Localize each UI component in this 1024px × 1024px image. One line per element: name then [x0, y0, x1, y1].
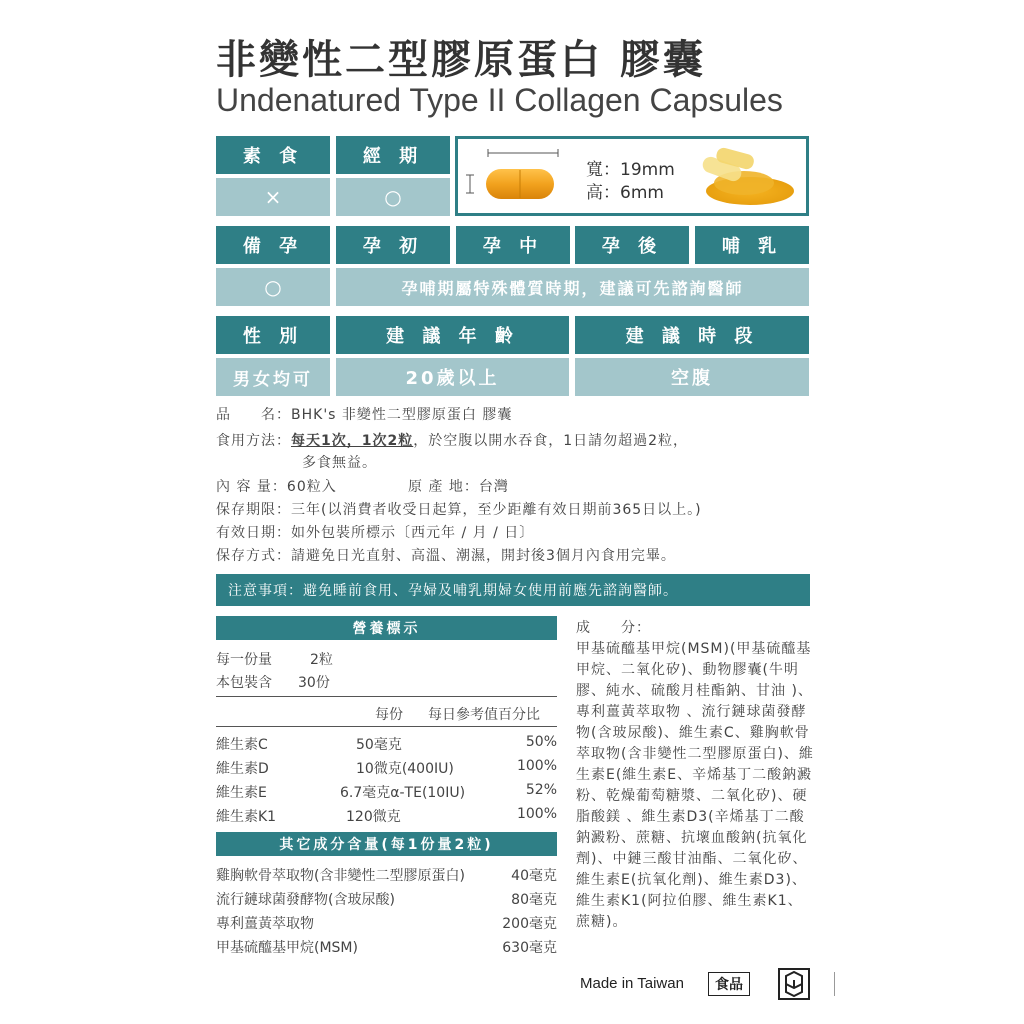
- nutrition-divider-mid: [216, 726, 557, 727]
- storage-label: 保存方式：: [216, 548, 291, 564]
- col-per-serving: 每份: [375, 707, 403, 723]
- other-ingredient-amount: 80毫克: [511, 892, 557, 908]
- menstruation-value: ○: [336, 178, 450, 216]
- ingredients-block: [576, 618, 814, 933]
- origin-label: 原 產 地：: [408, 479, 479, 495]
- nutrient-dv: 52%: [525, 782, 557, 798]
- other-ingredient-name: 雞胸軟骨萃取物(含非變性二型膠原蛋白): [216, 868, 465, 884]
- menstruation-header: 經 期: [336, 136, 450, 174]
- shelf-life-label: 保存期限：: [216, 502, 291, 518]
- page-title-english: Undenatured Type II Collagen Capsules: [216, 82, 783, 118]
- origin-value: 台灣: [478, 479, 509, 495]
- other-ingredient-amount: 200毫克: [502, 916, 557, 932]
- origin-row: [408, 476, 509, 496]
- usage-method-line2: 多食無益。: [302, 455, 377, 471]
- capsule-height: 高：6mm: [586, 183, 664, 203]
- expiry-row: [216, 522, 534, 542]
- pregnancy-prep-value: ○: [216, 268, 330, 306]
- nutrient-name: 維生素E: [216, 785, 267, 801]
- content-label: 內 容 量：: [216, 479, 287, 495]
- usage-method-label: 食用方法：: [216, 433, 291, 449]
- vegetarian-header: 素 食: [216, 136, 330, 174]
- vegetarian-value: ×: [216, 178, 330, 216]
- nutrient-amount: 50毫克: [356, 737, 402, 753]
- product-name-value: BHK's 非變性二型膠原蛋白 膠囊: [291, 407, 513, 423]
- suggested-age-value: 20歲以上: [336, 358, 569, 396]
- nutrient-amount: 120微克: [346, 809, 401, 825]
- nutrition-divider-top: [216, 696, 557, 697]
- usage-method-rest: ，於空腹以開水吞食，1日請勿超過2粒，: [413, 433, 689, 449]
- product-name-label: 品 名：: [216, 407, 291, 423]
- serving-size-label: 每一份量: [216, 652, 272, 668]
- product-name-row: [216, 404, 512, 424]
- early-pregnancy-header: 孕 初: [336, 226, 450, 264]
- content-row: [216, 476, 337, 496]
- gender-header: 性 別: [216, 316, 330, 354]
- page-title-chinese: 非變性二型膠原蛋白 膠囊: [216, 37, 706, 83]
- capsule-width: 寬：19mm: [586, 160, 675, 180]
- mid-pregnancy-header: 孕 中: [456, 226, 570, 264]
- suggested-time-header: 建 議 時 段: [575, 316, 809, 354]
- food-badge: 食品: [708, 972, 750, 996]
- shelf-life-value: 三年(以消費者收受日起算，至少距離有效日期前365日以上。): [291, 502, 702, 518]
- ingredients-label: 成 分：: [576, 620, 651, 636]
- breastfeeding-header: 哺 乳: [695, 226, 809, 264]
- nutrient-name: 維生素D: [216, 761, 269, 777]
- suggested-age-header: 建 議 年 齡: [336, 316, 569, 354]
- usage-method-bold: 每天1次，1次2粒: [291, 433, 414, 449]
- nutrient-amount: 6.7毫克α-TE(10IU): [340, 785, 466, 801]
- storage-row: [216, 545, 676, 565]
- footer-divider: [834, 972, 835, 996]
- other-ingredient-name: 流行鏈球菌發酵物(含玻尿酸): [216, 892, 395, 908]
- notice-bar: 注意事項：避免睡前食用、孕婦及哺乳期婦女使用前應先諮詢醫師。: [216, 574, 810, 606]
- capsule-size-box: [455, 136, 809, 216]
- pregnancy-prep-header: 備 孕: [216, 226, 330, 264]
- servings-per-package-value: 30份: [298, 675, 330, 691]
- serving-size-value: 2粒: [310, 652, 333, 668]
- nutrient-dv: 100%: [516, 758, 557, 774]
- shelf-life-row: [216, 499, 702, 519]
- ingredients-text: 甲基硫醯基甲烷(MSM)(甲基硫醯基甲烷、二氧化矽)、動物膠囊(牛明膠、純水、硫酸月桂酯鈉、甘油 )、專利薑黃萃取物 、流行鏈球菌發酵物(含玻尿酸)、維生素C、雞胸軟骨萃取物(含非變性二型膠原蛋白)、維生素E(維生素E、辛烯基丁二酸鈉澱粉、乾燥葡萄糖漿、二氧化矽)、硬脂酸鎂 、維生素D3(辛烯基丁二酸鈉澱粉、蔗糖、抗壞血酸鈉(抗氧化劑)、中鏈三酸甘油酯、二氧化矽、維生素E(抗氧化劑)、維生素D3)、維生素K1(阿拉伯膠、維生素K1、蔗糖)。: [576, 641, 814, 930]
- other-ingredient-name: 甲基硫醯基甲烷(MSM): [216, 940, 358, 956]
- nutrition-header: 營養標示: [216, 616, 557, 640]
- suggested-time-value: 空腹: [575, 358, 809, 396]
- expiry-label: 有效日期：: [216, 525, 291, 541]
- expiry-value: 如外包裝所標示〔西元年 / 月 / 日〕: [291, 525, 535, 541]
- recycle-icon: [778, 968, 810, 1000]
- storage-value: 請避免日光直射、高溫、潮濕，開封後3個月內食用完畢。: [291, 548, 676, 564]
- nutrient-dv: 50%: [525, 734, 557, 750]
- nutrient-name: 維生素K1: [216, 809, 277, 825]
- content-value: 60粒入: [286, 479, 337, 495]
- gender-value: 男女均可: [216, 358, 330, 396]
- servings-per-package-label: 本包裝含: [216, 675, 272, 691]
- other-ingredient-amount: 40毫克: [511, 868, 557, 884]
- nutrient-name: 維生素C: [216, 737, 268, 753]
- nutrient-dv: 100%: [516, 806, 557, 822]
- other-ingredients-header: 其它成分含量(每1份量2粒): [216, 832, 557, 856]
- col-daily-value: 每日參考值百分比: [428, 707, 540, 723]
- other-ingredient-amount: 630毫克: [502, 940, 557, 956]
- made-in-taiwan: Made in Taiwan: [580, 975, 684, 992]
- other-ingredient-name: 專利薑黃萃取物: [216, 916, 314, 932]
- pregnancy-note: 孕哺期屬特殊體質時期，建議可先諮詢醫師: [336, 268, 809, 306]
- nutrient-amount: 10微克(400IU): [356, 761, 454, 777]
- usage-method-row: [216, 430, 688, 450]
- late-pregnancy-header: 孕 後: [575, 226, 689, 264]
